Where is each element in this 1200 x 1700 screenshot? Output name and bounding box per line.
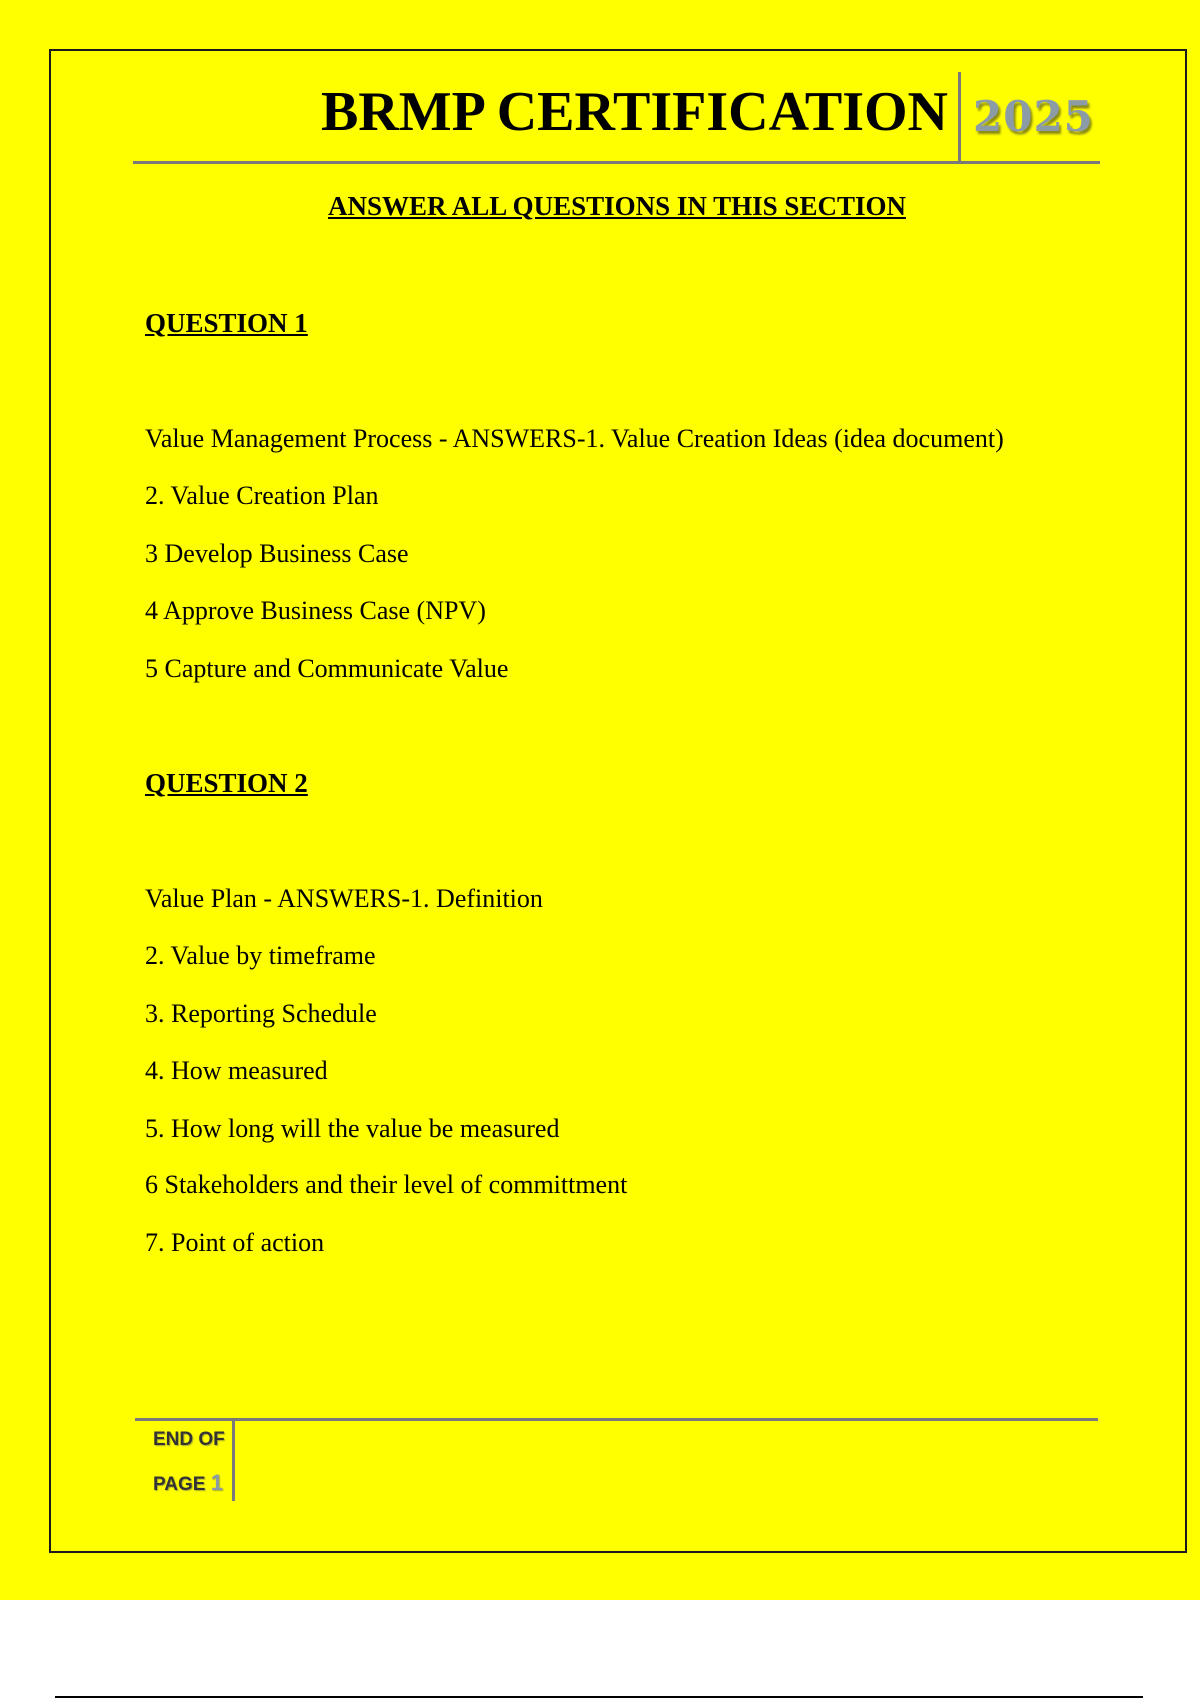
question-1-answer-line: 3 Develop Business Case	[145, 539, 409, 568]
question-1-answer-line: Value Management Process - ANSWERS-1. Value Creation Ideas (idea document)	[145, 424, 1004, 453]
page-footer	[135, 1418, 1098, 1501]
footer-page-number: 1	[210, 1470, 223, 1495]
question-1-answer-line: 4 Approve Business Case (NPV)	[145, 596, 486, 625]
page-border	[49, 49, 1187, 1553]
header-divider	[958, 72, 961, 161]
section-heading: ANSWER ALL QUESTIONS IN THIS SECTION	[328, 191, 906, 221]
question-2-answer-line: 5. How long will the value be measured	[145, 1114, 560, 1143]
question-2-answer-line: 2. Value by timeframe	[145, 941, 376, 970]
question-2-answer-line: 7. Point of action	[145, 1228, 325, 1257]
document-header	[133, 72, 1100, 164]
question-2-answer-line: 4. How measured	[145, 1056, 328, 1085]
footer-page-label	[153, 1470, 223, 1496]
footer-page-text: PAGE	[153, 1474, 206, 1495]
document-title: BRMP CERTIFICATION	[320, 81, 948, 143]
question-1-answer-line: 5 Capture and Communicate Value	[145, 654, 509, 683]
footer-divider	[232, 1421, 235, 1501]
question-2-heading: QUESTION 2	[145, 768, 308, 798]
document-year: 2025	[973, 92, 1094, 141]
question-1-heading: QUESTION 1	[145, 308, 308, 338]
footer-end-label: END OF	[153, 1429, 225, 1450]
bottom-rule	[55, 1696, 1143, 1698]
question-2-answer-line: 3. Reporting Schedule	[145, 999, 377, 1028]
question-2-answer-line: 6 Stakeholders and their level of committment	[145, 1170, 628, 1199]
question-2-answer-line: Value Plan - ANSWERS-1. Definition	[145, 884, 543, 913]
question-1-answer-line: 2. Value Creation Plan	[145, 481, 379, 510]
